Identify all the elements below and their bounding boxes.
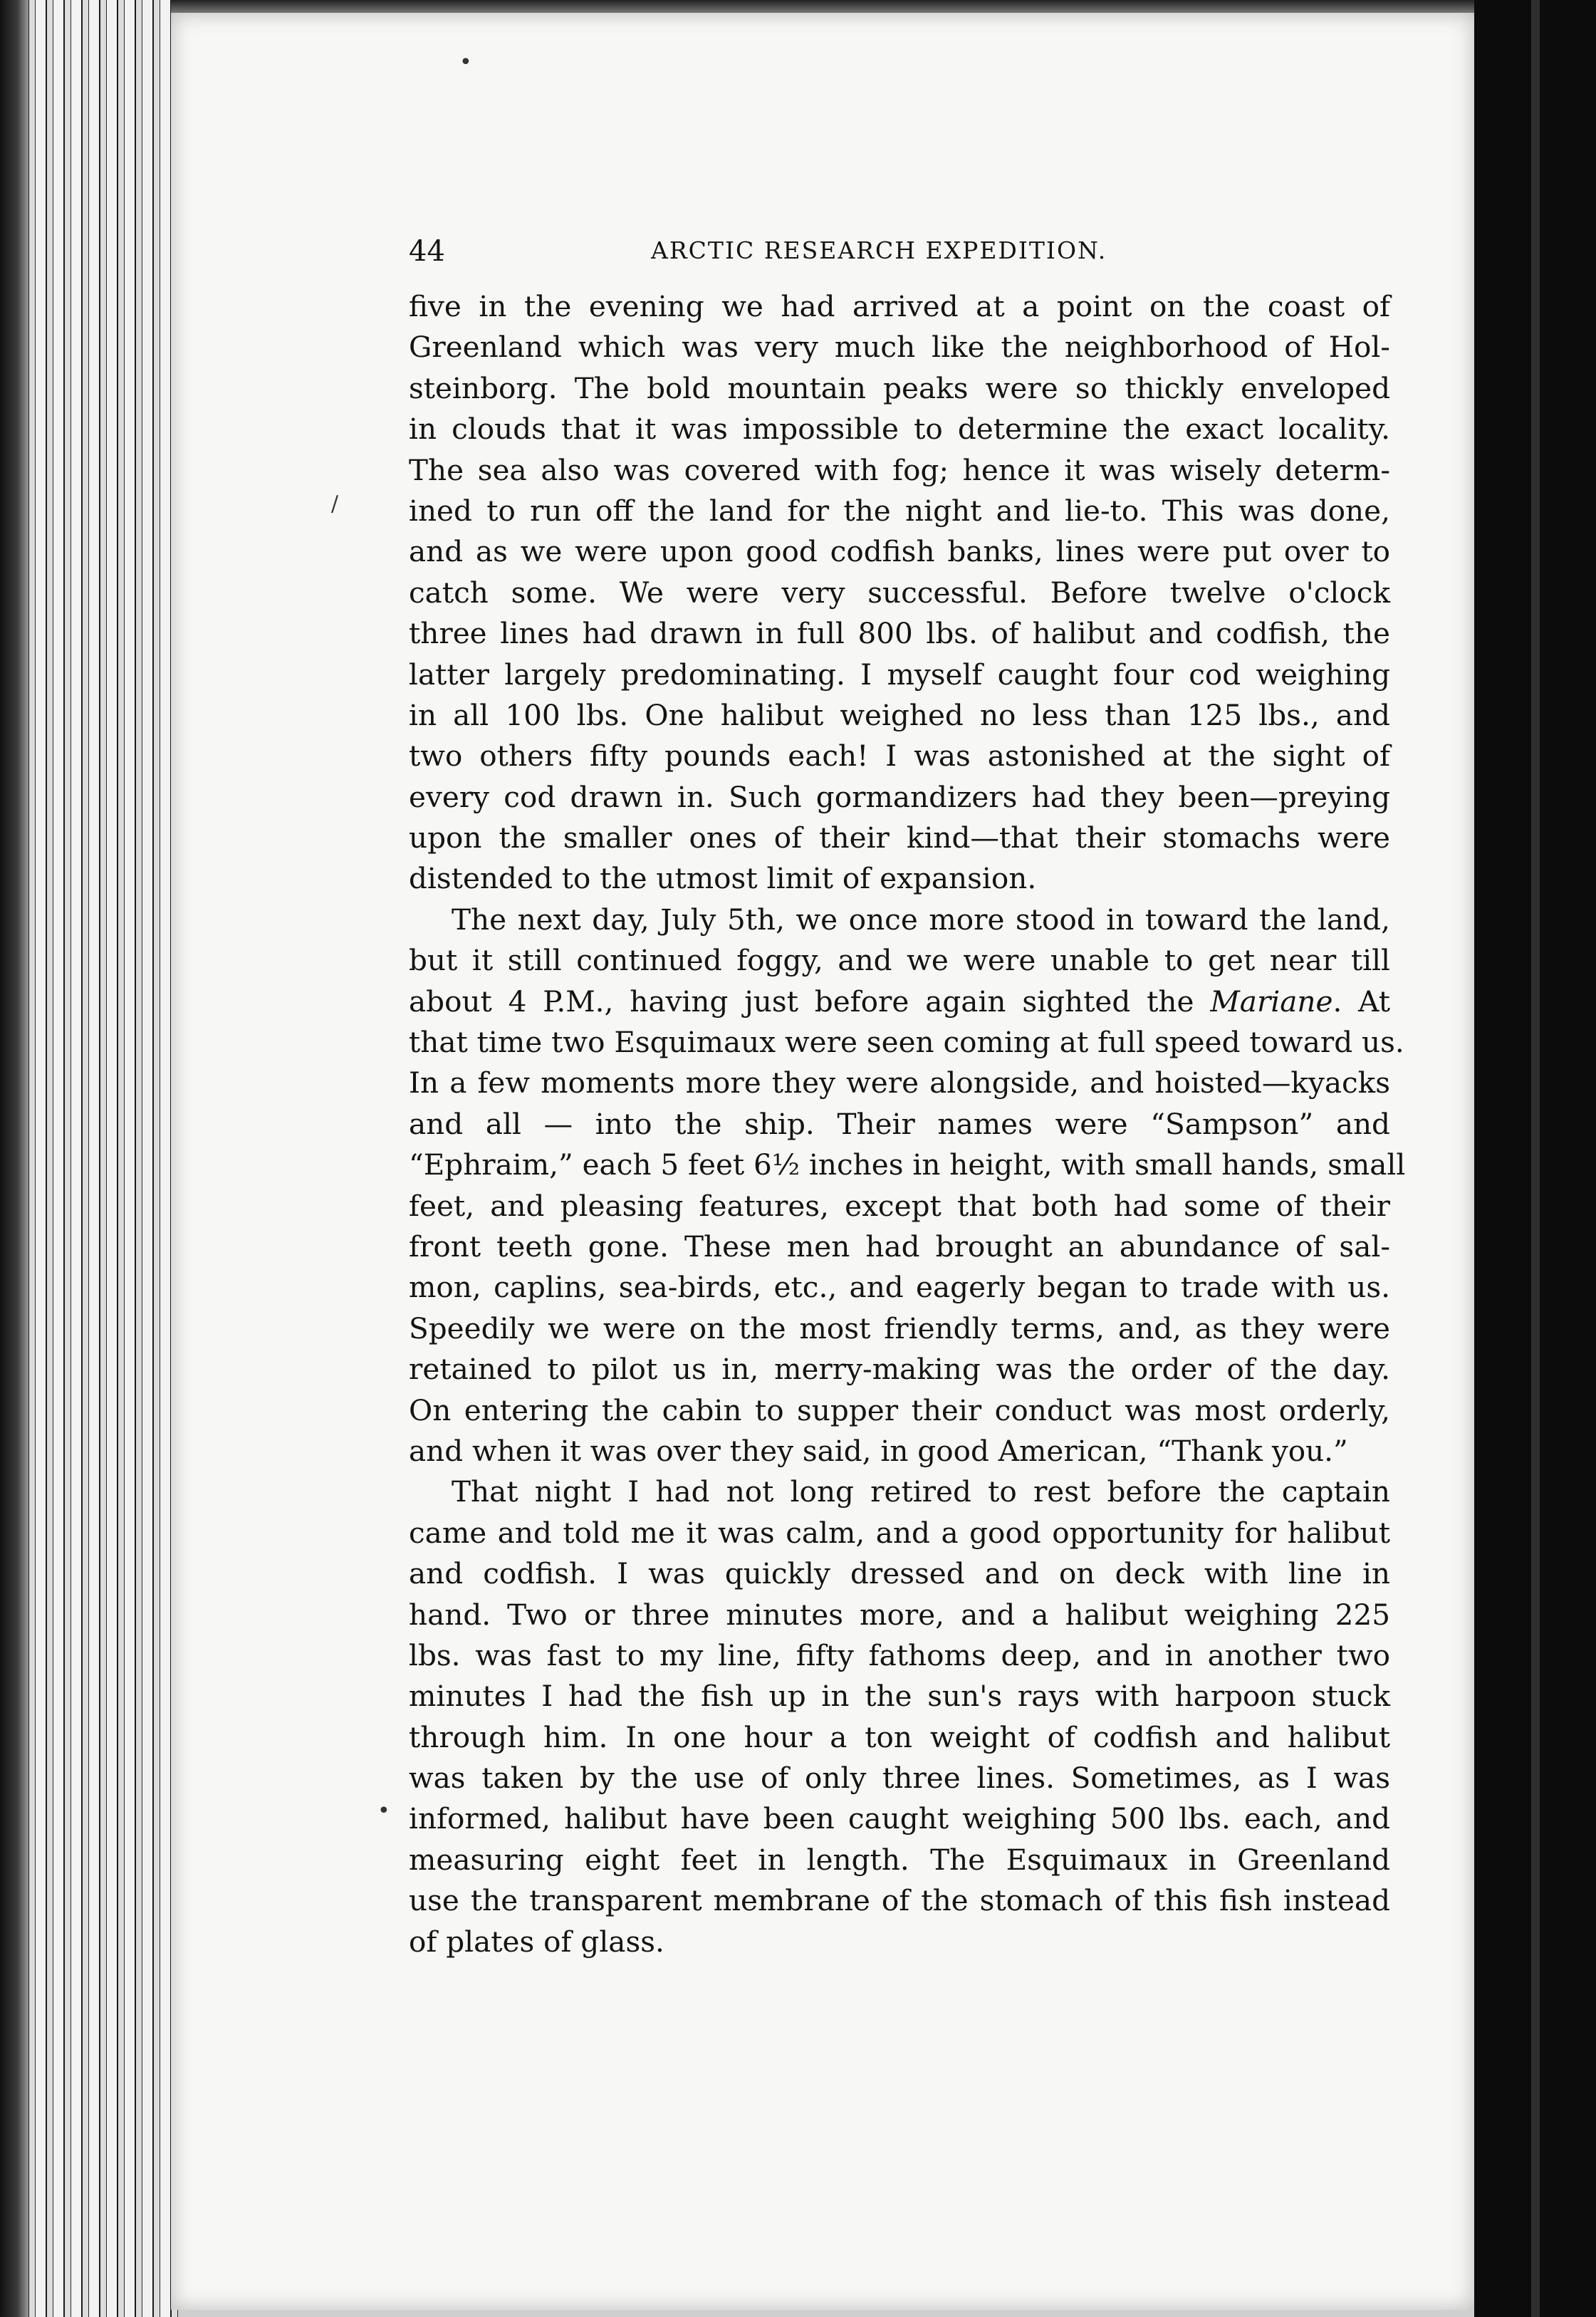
text-line: hand. Two or three minutes more, and a halibut weighing 225	[409, 1597, 1390, 1632]
text-line: Speedily we were on the most friendly terms, and, as they were	[409, 1311, 1390, 1345]
text-line: and when it was over they said, in good American, “Thank you.”	[409, 1433, 1348, 1468]
paragraph-2	[409, 900, 1406, 1472]
text-line: catch some. We were very successful. Before twelve o'clock	[409, 575, 1390, 610]
text-line: came and told me it was calm, and a good opportunity for halibut	[409, 1515, 1390, 1550]
text-line: feet, and pleasing features, except that both had some of their	[409, 1188, 1390, 1223]
scan-border-strip	[1531, 0, 1540, 2317]
page-body	[409, 286, 1406, 1962]
text-line: and codfish. I was quickly dressed and on deck with line in	[409, 1556, 1390, 1591]
text-line: In a few moments more they were alongside, and hoisted—kyacks	[409, 1066, 1390, 1100]
specks: •	[377, 1798, 390, 1823]
text-line: minutes I had the fish up in the sun's rays with harpoon stuck	[409, 1679, 1390, 1714]
text-line: through him. In one hour a ton weight of codfish and halibut	[409, 1719, 1390, 1754]
text-line: “Ephraim,” each 5 feet 6½ inches in height, with small hands, small	[409, 1147, 1406, 1182]
book-spine-shadow	[0, 0, 28, 2317]
text-line: lbs. was fast to my line, fifty fathoms deep, and in another two	[409, 1637, 1390, 1672]
text-line: upon the smaller ones of their kind—that their stomachs were	[409, 821, 1390, 855]
text-line: and as we were upon good codfish banks, lines were put over to	[409, 534, 1390, 569]
text-line: ined to run off the land for the night and lie-to. This was done,	[409, 493, 1390, 528]
text-line: three lines had drawn in full 800 lbs. of halibut and codfish, the	[409, 616, 1390, 651]
text-line: The next day, July 5th, we once more stood in toward the land,	[452, 902, 1390, 937]
specks: /	[331, 491, 339, 516]
text-line: that time two Esquimaux were seen coming at full speed toward us.	[409, 1025, 1404, 1060]
text-line: Greenland which was very much like the neighborhood of Hol-	[409, 330, 1390, 365]
text-line: On entering the cabin to supper their conduct was most orderly,	[409, 1392, 1390, 1427]
text-line: measuring eight feet in length. The Esquimaux in Greenland	[409, 1842, 1390, 1877]
specks: •	[459, 50, 472, 75]
text-line: was taken by the use of only three lines. Sometimes, as I was	[409, 1761, 1390, 1796]
text-line: informed, halibut have been caught weighing 500 lbs. each, and	[409, 1801, 1390, 1836]
text-line: use the transparent membrane of the stomach of this fish instead	[409, 1883, 1390, 1918]
paragraph-3	[409, 1472, 1390, 1962]
text-line: The sea also was covered with fog; hence it was wisely determ-	[409, 452, 1390, 487]
paragraph-1	[409, 286, 1390, 900]
text-line: about 4 P.M., having just before again sighted the Mariane. At	[409, 984, 1390, 1019]
ship-name: Mariane	[1210, 984, 1333, 1019]
text-line: in all 100 lbs. One halibut weighed no less than 125 lbs., and	[409, 697, 1390, 732]
running-head: ARCTIC RESEARCH EXPEDITION.	[651, 236, 1107, 264]
page-number: 44	[409, 235, 445, 268]
text-line: front teeth gone. These men had brought an abundance of sal-	[409, 1229, 1390, 1264]
text-line: five in the evening we had arrived at a point on the coast of	[409, 289, 1390, 323]
text-line: mon, caplins, sea-birds, etc., and eagerly began to trade with us.	[409, 1270, 1390, 1305]
text-line: and all — into the ship. Their names were “Sampson” and	[409, 1106, 1390, 1141]
text-line: distended to the utmost limit of expansion.	[409, 861, 1037, 896]
text-line: two others fifty pounds each! I was astonished at the sight of	[409, 739, 1390, 774]
text-line: but it still continued foggy, and we were unable to get near till	[409, 943, 1390, 978]
text-line: latter largely predominating. I myself caught four cod weighing	[409, 657, 1390, 692]
text-line: in clouds that it was impossible to determine the exact locality.	[409, 412, 1390, 447]
text-line: of plates of glass.	[409, 1924, 664, 1959]
text-line: retained to pilot us in, merry-making was the order of the day.	[409, 1352, 1390, 1387]
text-line: That night I had not long retired to rest before the captain	[452, 1474, 1390, 1509]
text-line: every cod drawn in. Such gormandizers had they been—preying	[409, 779, 1390, 814]
page-header	[409, 227, 1406, 276]
text-line: steinborg. The bold mountain peaks were so thickly enveloped	[409, 370, 1390, 405]
